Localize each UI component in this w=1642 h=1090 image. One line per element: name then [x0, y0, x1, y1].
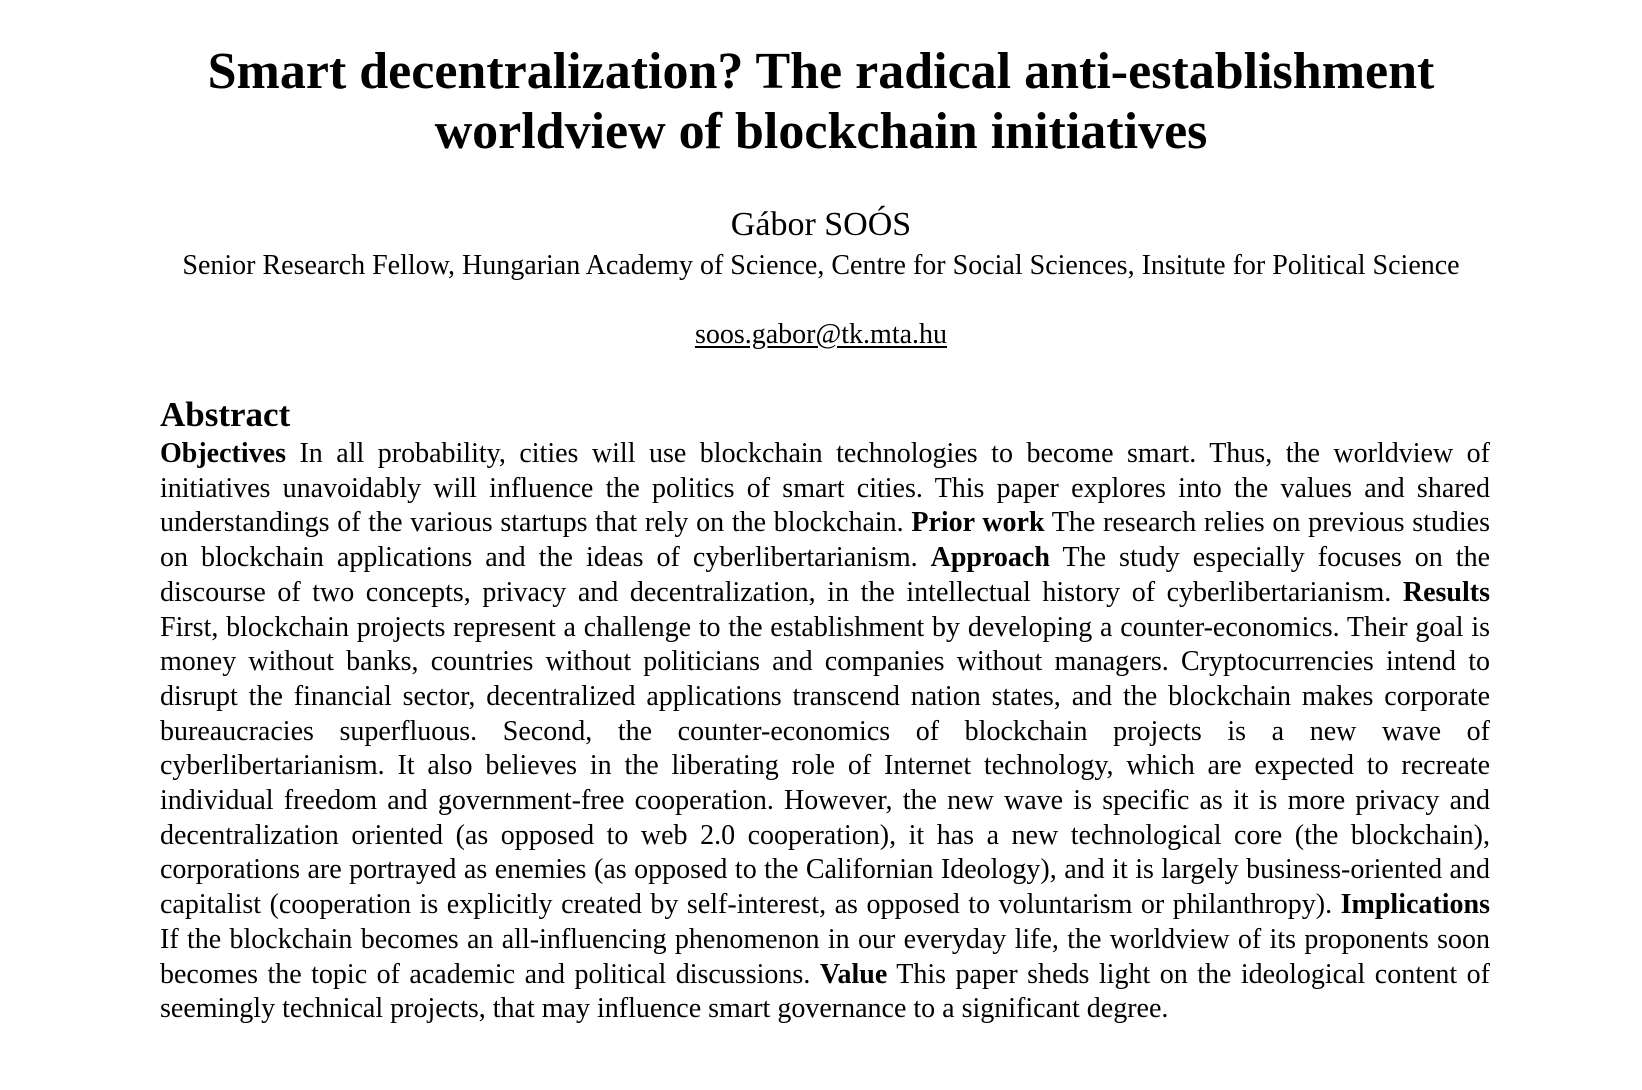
abstract-label-results: Results — [1402, 576, 1490, 608]
abstract-text-implications: If the blockchain becomes an all-influencing phenomenon in our everyday life, the worldview of its proponents soon becomes the topic of academic and political discussions. — [160, 923, 1490, 990]
abstract-text-approach: The study especially focuses on the discourse of two concepts, privacy and decentralization, in the intellectual history of cyberlibertarianism. — [160, 542, 1491, 608]
author-affiliation: Senior Research Fellow, Hungarian Academy of Science, Centre for Social Sciences, Insitute for Political Science — [182, 250, 1460, 281]
abstract-label-approach: Approach — [930, 542, 1050, 574]
paper-title-line-2: worldview of blockchain initiatives — [434, 103, 1208, 160]
abstract-heading: Abstract — [160, 395, 291, 434]
abstract-text-value: This paper sheds light on the ideological content of seemingly technical projects, that may influence smart governance to a significant degree. — [160, 958, 1490, 1025]
author-email-link[interactable]: soos.gabor@tk.mta.hu — [694, 319, 948, 350]
abstract-text-results: First, blockchain projects represent a challenge to the establishment by developing a counter-economics. Their goal is money without banks, countries without politicians and companies without managers. Cryptocurrencies intend to disrupt the financial sector, decentralized applications transcend nation states, and the blockchain makes corporate bureaucracies superfluous. Second, the counter-economics of blockchain projects is a new wave of cyberlibertarianism. It also believes in the liberating role of Internet technology, which are expected to recreate individual freedom and government-free cooperation. However, the new wave is specific as it is more privacy and decentralization oriented (as opposed to web 2.0 cooperation), it has a new technological core (the blockchain), corporations are portrayed as enemies (as opposed to the Californian Ideology), and it is largely business-oriented and capitalist (cooperation is explicitly created by self-interest, as opposed to voluntarism or philanthropy). — [160, 611, 1490, 921]
abstract-label-prior-work: Prior work — [911, 507, 1045, 539]
author-email — [0, 318, 1642, 352]
abstract-label-implications: Implications — [1340, 889, 1490, 921]
paper-title-line-1: Smart decentralization? The radical anti-establishment — [207, 43, 1435, 100]
author-name: Gábor SOÓS — [730, 206, 912, 243]
abstract-text-objectives: In all probability, cities will use blockchain technologies to become smart. Thus, the worldview of initiatives unavoidably will influence the politics of smart cities. This paper explores into the values and shared understandings of the various startups that rely on the blockchain. — [160, 438, 1490, 539]
abstract-text-prior-work: The research relies on previous studies on blockchain applications and the ideas of cyberlibertarianism. — [160, 507, 1491, 574]
abstract-body — [160, 437, 1490, 1027]
paper-title — [0, 42, 1642, 162]
abstract-label-value: Value — [819, 958, 888, 990]
abstract-label-objectives: Objectives — [160, 438, 286, 469]
